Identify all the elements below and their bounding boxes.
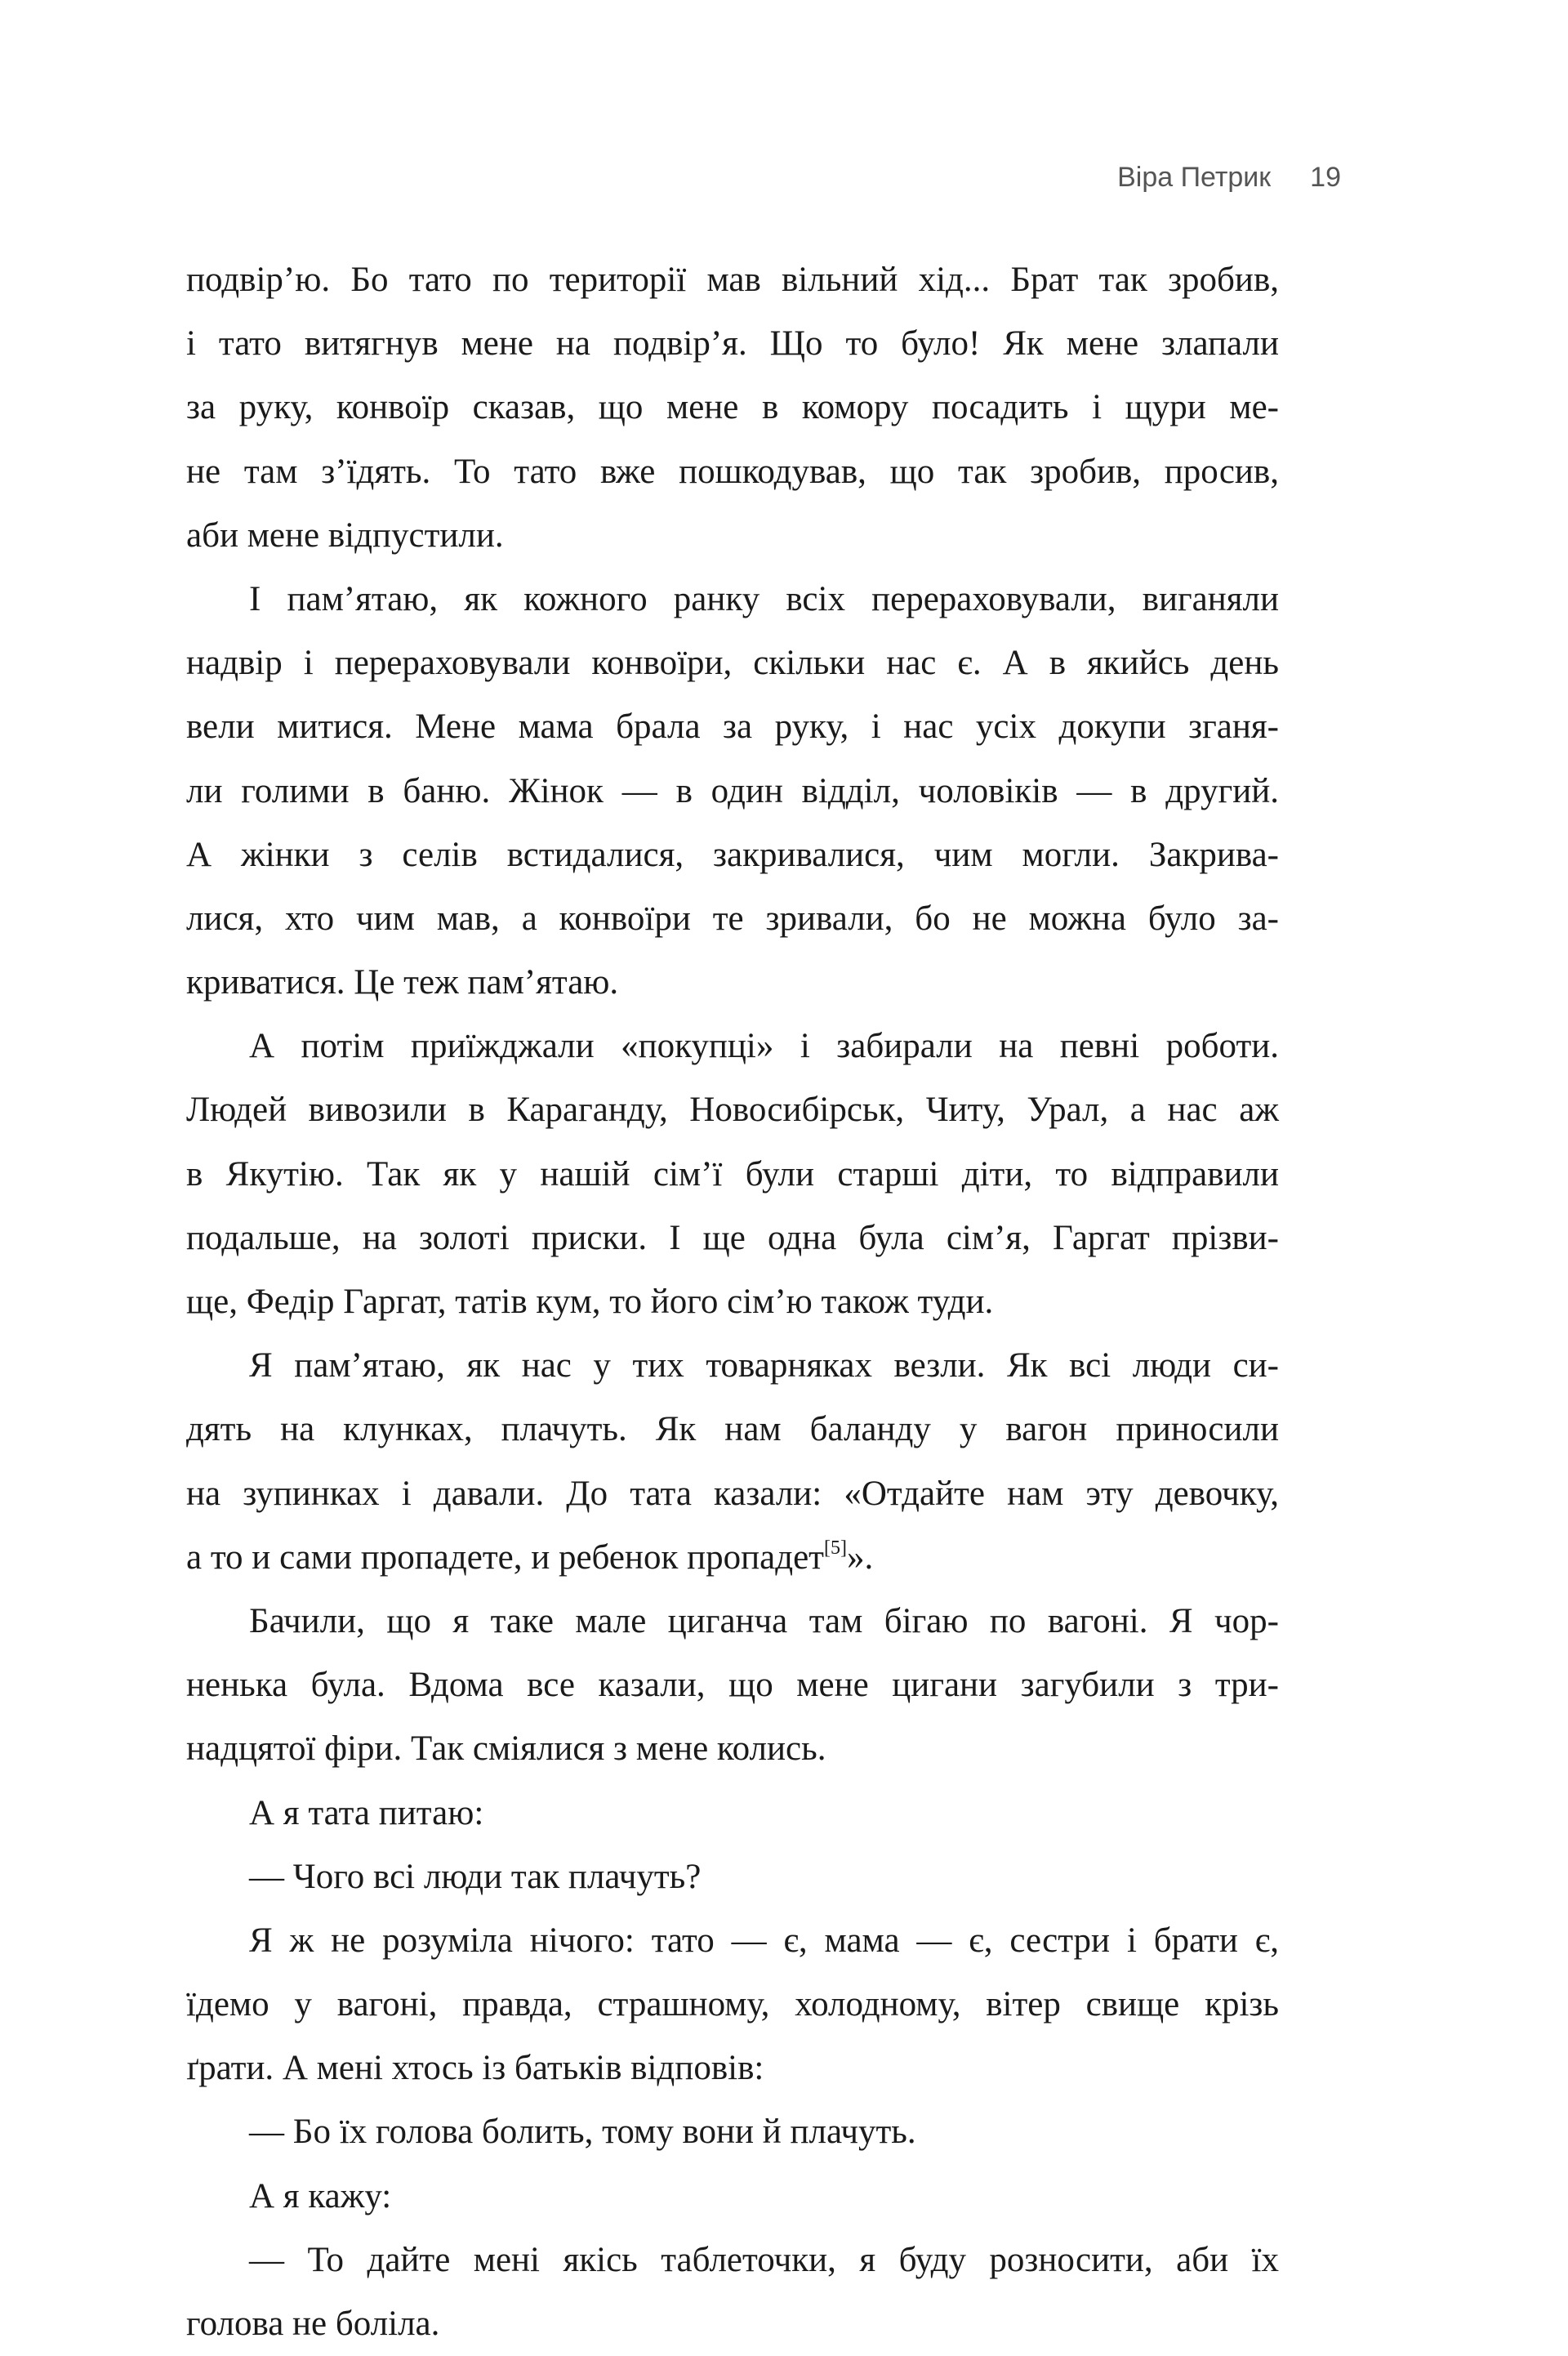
text-line — [186, 1462, 1279, 1526]
text-line-content: А я кажу: — [249, 2176, 392, 2215]
text-line — [186, 248, 1279, 312]
text-line — [186, 1015, 1279, 1078]
footnote-reference[interactable]: [5] — [823, 1537, 847, 1559]
text-line — [186, 1207, 1279, 1270]
text-line — [186, 1270, 1279, 1334]
text-line — [186, 760, 1279, 823]
text-line-content: Людей вивозили в Караганду, Новосибірськ, Читу, Урал, а нас аж — [186, 1091, 1279, 1130]
text-line-content: А я тата питаю: — [249, 1793, 484, 1832]
text-line-content: на зупинках і давали. До тата казали: «Отдайте нам эту девочку, — [186, 1474, 1279, 1513]
text-line-content: надцятої фіри. Так сміялися з мене колись. — [186, 1729, 826, 1769]
text-line — [186, 1653, 1279, 1717]
text-line-content: за руку, конвоїр сказав, що мене в комору посадить і щури ме- — [186, 388, 1279, 427]
text-line-content: А жінки з селів встидалися, закривалися, чим могли. Закрива- — [186, 835, 1279, 874]
text-line-content: А потім приїжджали «покупці» і забирали на певні роботи. — [249, 1027, 1279, 1066]
text-line — [186, 1398, 1279, 1461]
text-line-content: криватися. Це теж пам’ятаю. — [186, 963, 619, 1002]
text-line — [186, 1782, 1279, 1845]
text-line — [186, 1909, 1279, 1973]
text-line — [186, 695, 1279, 759]
text-line-content: вели митися. Мене мама брала за руку, і нас усіх докупи зганя- — [186, 707, 1279, 747]
running-header — [1117, 162, 1341, 194]
text-line-content: і тато витягнув мене на подвір’я. Що то було! Як мене злапали — [186, 324, 1279, 364]
text-line — [186, 1078, 1279, 1142]
text-line — [186, 1845, 1279, 1909]
text-line-content: ґрати. А мені хтось із батьків відповів: — [186, 2049, 764, 2088]
page-number: 19 — [1310, 162, 1341, 193]
text-line-content: лися, хто чим мав, а конвоїри те зривали, бо не можна було за- — [186, 899, 1279, 938]
text-line — [186, 504, 1279, 568]
text-line — [186, 1526, 1279, 1590]
text-line — [186, 631, 1279, 695]
text-line-content: Я пам’ятаю, як нас у тих товарняках везли. Як всі люди си- — [249, 1346, 1279, 1385]
text-line — [186, 2229, 1279, 2292]
text-line-content: надвір і перераховували конвоїри, скільки нас є. А в якийсь день — [186, 644, 1279, 683]
text-line-content: аби мене відпустили. — [186, 515, 504, 555]
text-line-content: — Бо їх голова болить, тому вони й плачуть. — [249, 2113, 916, 2152]
text-line — [186, 2165, 1279, 2229]
text-line-content: ненька була. Вдома все казали, що мене цигани загубили з три- — [186, 1666, 1279, 1705]
text-line — [186, 312, 1279, 376]
text-line-content: подвір’ю. Бо тато по території мав вільний хід... Брат так зробив, — [186, 261, 1279, 299]
text-line — [186, 1973, 1279, 2037]
text-line-content: ли голими в баню. Жінок — в один відділ, чоловіків — в другий. — [186, 771, 1279, 810]
text-line — [186, 1143, 1279, 1207]
text-line-content: в Якутію. Так як у нашій сім’ї були старші діти, то відправили — [186, 1154, 1279, 1194]
text-line-content: — То дайте мені якісь таблеточки, я буду розносити, аби їх — [249, 2240, 1279, 2279]
text-line — [186, 1334, 1279, 1398]
author-name: Віра Петрик — [1117, 162, 1272, 193]
text-line-content: а то и сами пропадете, и ребенок пропадет — [186, 1537, 824, 1577]
text-line-content: Я ж не розуміла нічого: тато — є, мама — є, сестри і брати є, — [249, 1921, 1279, 1960]
text-line-content: голова не боліла. — [186, 2305, 440, 2343]
text-line-content: Бачили, що я таке мале циганча там бігаю по вагоні. Я чор- — [249, 1601, 1279, 1640]
text-line — [186, 887, 1279, 951]
text-line — [186, 376, 1279, 440]
text-line — [186, 1717, 1279, 1781]
text-line-content: подальше, на золоті приски. І ще одна була сім’я, Гаргат прізви- — [186, 1218, 1279, 1257]
text-line — [186, 823, 1279, 887]
text-line-content: дять на клунках, плачуть. Як нам баланду у вагон приносили — [186, 1410, 1279, 1449]
text-line-content: їдемо у вагоні, правда, страшному, холодному, вітер свище крізь — [186, 1985, 1279, 2024]
text-line-content: не там з’їдять. То тато вже пошкодував, що так зробив, просив, — [186, 452, 1279, 491]
text-line — [186, 440, 1279, 504]
text-line-tail: ». — [846, 1537, 874, 1577]
text-line — [186, 2100, 1279, 2164]
text-line — [186, 1590, 1279, 1653]
text-line — [186, 2037, 1279, 2100]
text-line-content: І пам’ятаю, як кожного ранку всіх перераховували, виганяли — [249, 579, 1279, 618]
text-line — [186, 951, 1279, 1015]
text-line — [186, 568, 1279, 631]
text-line — [186, 2292, 1279, 2356]
text-line-content: ще, Федір Гаргат, татів кум, то його сім’ю також туди. — [186, 1283, 994, 1321]
text-line-content: — Чого всі люди так плачуть? — [249, 1857, 702, 1896]
body-text — [186, 248, 1279, 2356]
